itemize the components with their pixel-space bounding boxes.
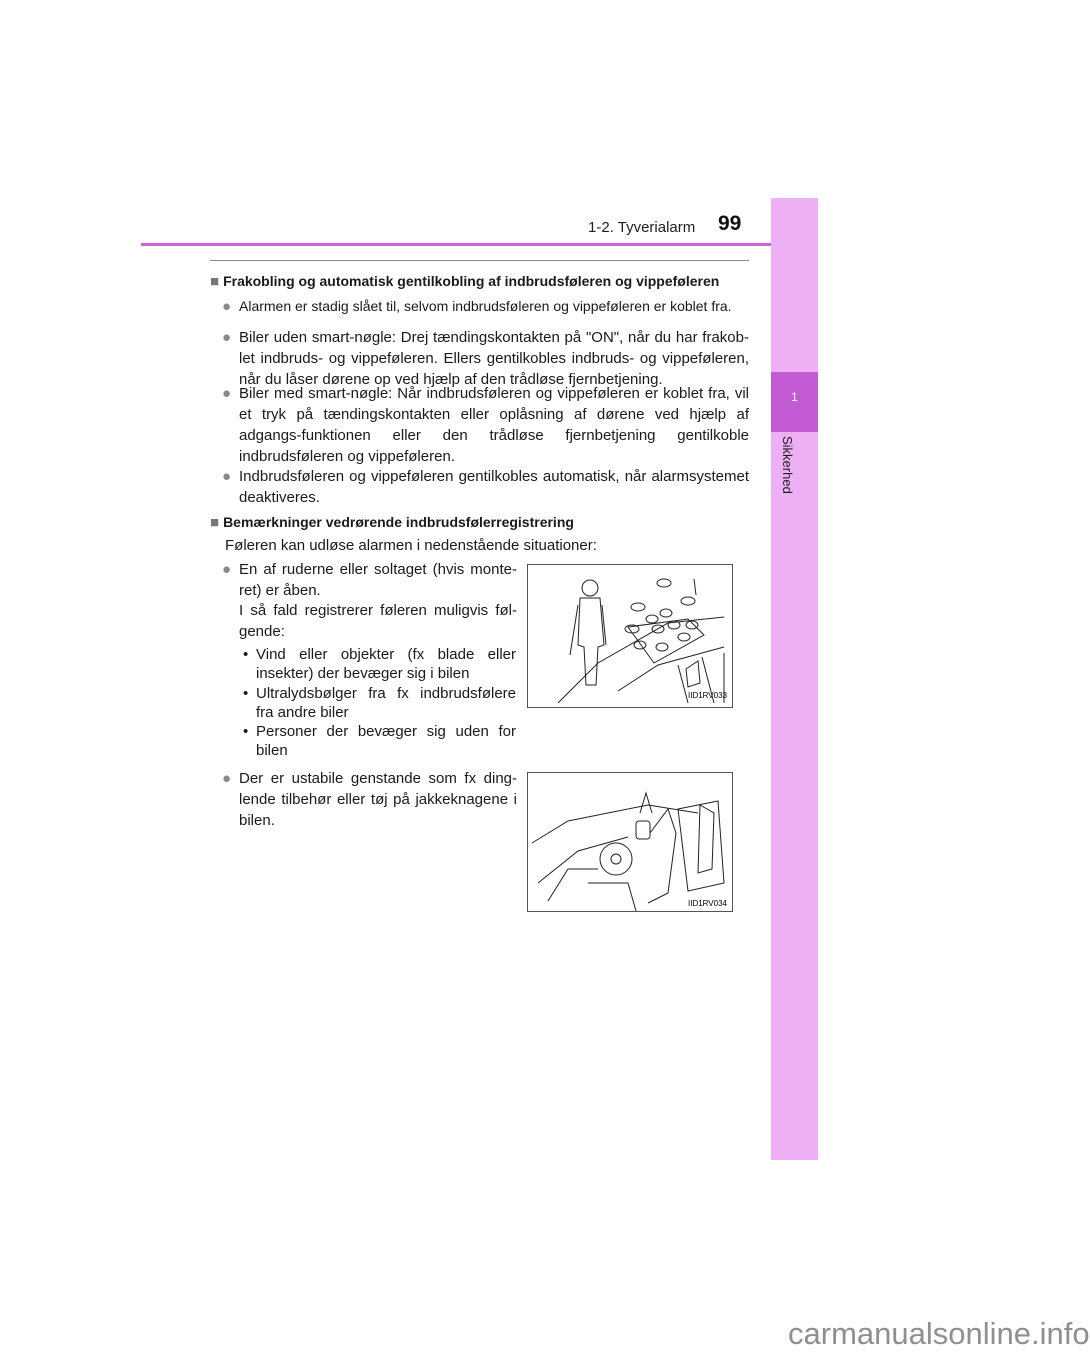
bullet-item: • Vind eller objekter (fx blade eller insekter) der bevæger sig i bilen [243,646,516,682]
figure-open-roof-illustration [527,564,733,708]
section2-heading: ■ Bemærkninger vedrørende indbrudsfølerregistrering [210,514,574,531]
page-number: 99 [718,212,742,235]
circle-bullet-icon: ● [222,298,232,315]
circle-bullet-icon: ● [222,385,232,402]
figure-car-interior-illustration [527,772,733,912]
chapter-number: 1 [791,390,798,404]
content-divider [210,260,749,261]
bullet-item: • Ultralydsbølger fra fx indbrudsfølere fra andre biler [243,685,516,721]
section1-item-3: ● Biler med smart-nøgle: Når indbrudsføleren og vippeføleren er koblet fra, vil et tryk på tændingskontakten eller oplåsning af dørene ved hjælp af adgangs-funktionen eller den trådløse fjernbetjening gentilkoble indbrudsføleren og vippeføleren. [222,385,749,465]
square-bullet-icon: ■ [210,273,220,290]
circle-bullet-icon: ● [222,770,232,787]
section1-heading: ■ Frakobling og automatisk gentilkobling af indbrudsføleren og vippeføleren [210,273,720,290]
section2-item-2: ● Der er ustabile genstande som fx ding-lende tilbehør eller tøj på jakkeknagene i bilen. [222,770,517,829]
car-interior-hanging-items-illustration [528,773,732,911]
section2-item-1-subtext: I så fald registrerer føleren muligvis føl-gende: [239,602,517,640]
watermark: carmanualsonline.info [788,1316,1090,1351]
circle-bullet-icon: ● [222,561,232,578]
section1-item-2: ● Biler uden smart-nøgle: Drej tændingskontakten på "ON", når du har frakob-let indbruds- og vippeføleren. Ellers gentilkobles indbruds- og vippeføleren, når du låser dørene op ved hjælp af den trådløse fjernbetjening. [222,329,749,388]
circle-bullet-icon: ● [222,468,232,485]
open-sunroof-leaves-illustration [528,565,732,707]
bullet-item: • Personer der bevæger sig uden for bilen [243,723,516,759]
section2-item-1: ● En af ruderne eller soltaget (hvis monte-ret) er åben. [222,561,517,599]
chapter-side-tab [771,198,818,1160]
section-title: 1-2. Tyverialarm [588,219,696,236]
header-divider [141,243,818,246]
figure-code: IID1RV034 [688,899,727,908]
section1-item-4: ● Indbrudsføleren og vippeføleren gentilkobles automatisk, når alarmsystemet deaktiveres. [222,468,749,506]
chapter-label: Sikkerhed [780,436,795,494]
figure-code: IID1RV033 [688,691,727,700]
circle-bullet-icon: ● [222,329,232,346]
square-bullet-icon: ■ [210,514,220,531]
section2-intro: Føleren kan udløse alarmen i nedenstående situationer: [225,537,597,554]
section1-item-1: ● Alarmen er stadig slået til, selvom indbrudsføleren og vippeføleren er koblet fra. [222,298,732,315]
